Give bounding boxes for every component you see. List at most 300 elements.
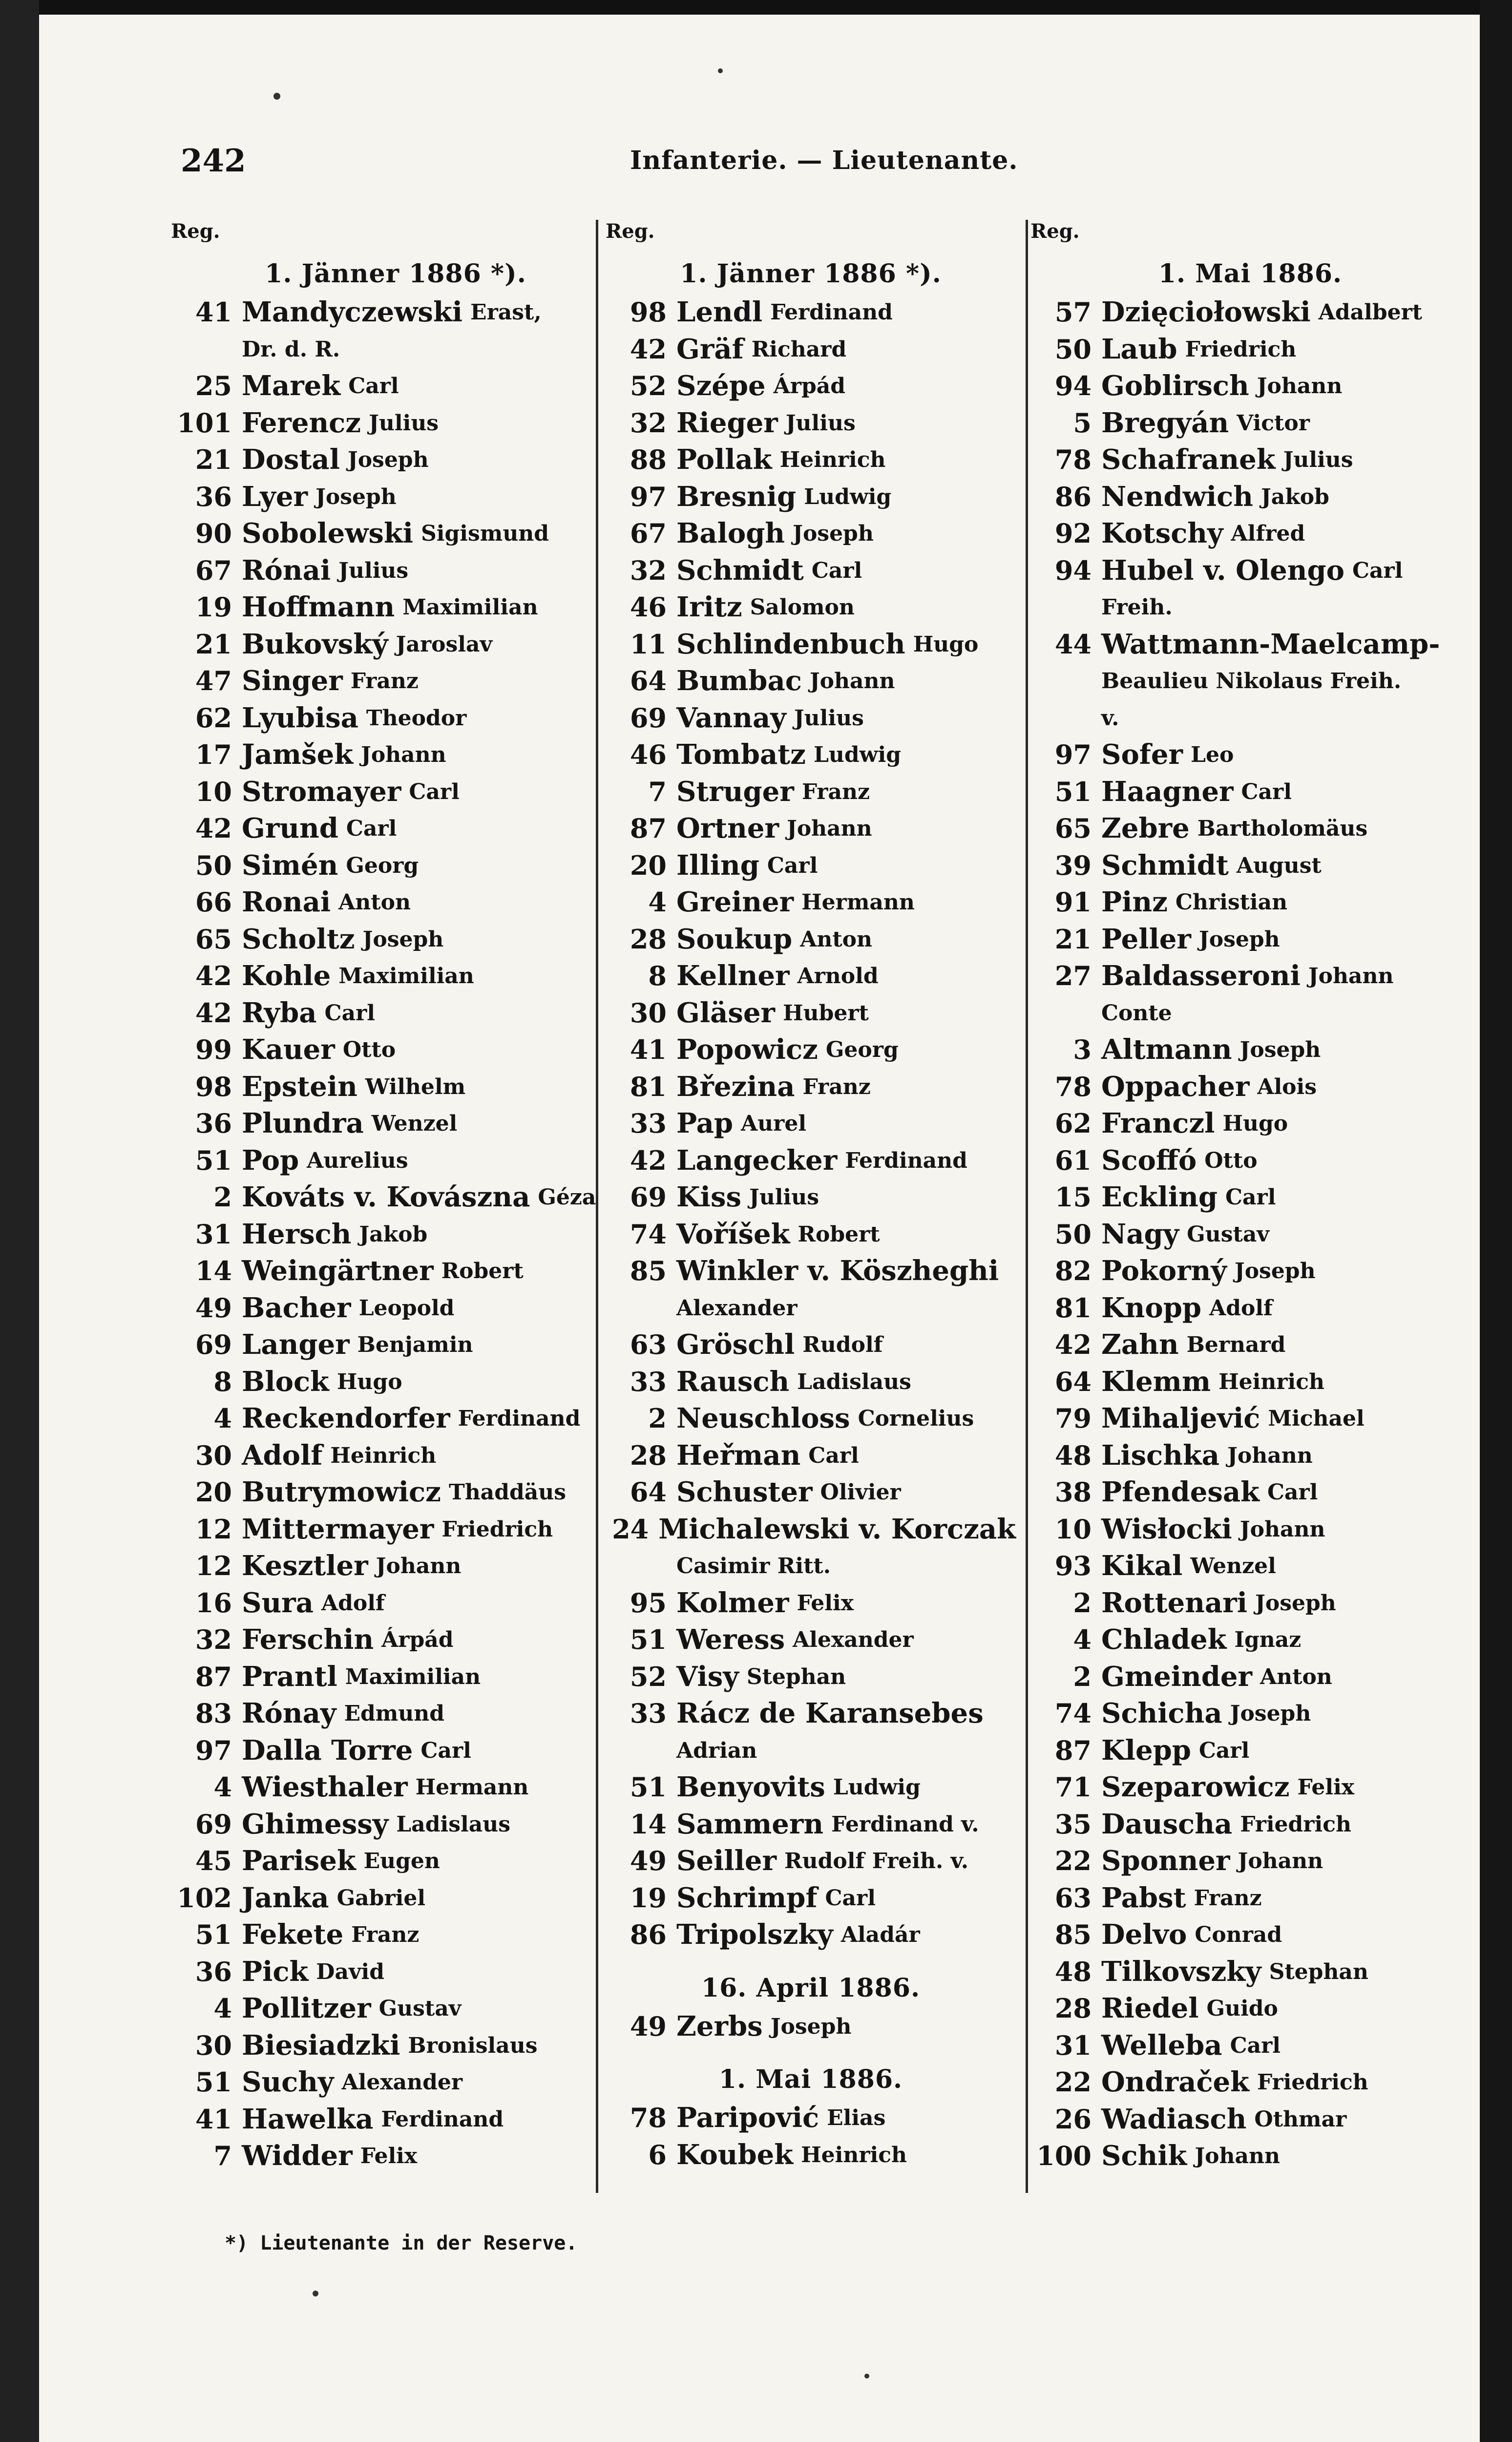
regiment-number: 31 [1054, 2029, 1092, 2061]
given-name: Felix [360, 2144, 418, 2168]
officer-entry [606, 737, 1016, 774]
regiment-number: 86 [1054, 481, 1092, 512]
officer-entry [1030, 2138, 1470, 2175]
officer-entry [606, 331, 1016, 368]
surname: Klepp [1101, 1734, 1191, 1767]
surname: Gmeinder [1101, 1660, 1252, 1693]
book-page [39, 15, 1480, 2442]
regiment-number: 51 [1054, 776, 1092, 807]
given-name: Guido [1206, 1996, 1278, 2021]
surname: Dauscha [1101, 1808, 1233, 1840]
officer-entry [171, 958, 620, 995]
surname: Hersch [242, 1218, 352, 1250]
surname: Welleba [1101, 2029, 1222, 2062]
given-name: Johann [1257, 374, 1343, 399]
surname: Delvo [1101, 1918, 1187, 1951]
given-name: Robert [441, 1259, 524, 1284]
surname: Kauer [242, 1033, 335, 1066]
officer-entry [606, 884, 1016, 921]
surname: Paripović [676, 2102, 819, 2134]
officer-entry [171, 626, 620, 663]
regiment-number: 42 [1054, 1329, 1092, 1360]
given-name: Victor [1237, 410, 1310, 436]
given-name: Aurelius [307, 1148, 408, 1173]
regiment-number: 24 [612, 1513, 649, 1545]
given-name: Johann [1308, 964, 1394, 989]
surname: Eckling [1101, 1181, 1218, 1213]
given-name: Heinrich [330, 1443, 437, 1468]
surname: Heřman [676, 1439, 801, 1472]
regiment-number: 51 [630, 1771, 667, 1803]
surname: Schrimpf [676, 1881, 818, 1914]
given-name: Jaroslav [396, 632, 493, 657]
regiment-number: 71 [1054, 1771, 1092, 1803]
officer-entry [1030, 1290, 1470, 1327]
regiment-number: 30 [195, 2029, 232, 2061]
surname: Koubek [676, 2138, 794, 2171]
surname: Pfendesak [1101, 1476, 1260, 1508]
given-name: Alfred [1231, 521, 1305, 546]
surname: Altmann [1101, 1033, 1232, 1066]
regiment-number: 50 [195, 849, 232, 881]
given-name: Johann [1227, 1443, 1313, 1468]
given-name: Carl [808, 1443, 859, 1468]
surname: Suchy [242, 2066, 334, 2098]
surname: Seiller [676, 1845, 777, 1877]
given-name: Franz [1194, 1885, 1262, 1911]
officer-entry [171, 1032, 620, 1069]
officer-entry [606, 626, 1016, 663]
regiment-number: 69 [195, 1329, 232, 1360]
regiment-number: 16 [195, 1587, 232, 1619]
officer-entry [171, 1732, 620, 1769]
surname: Knopp [1101, 1291, 1202, 1324]
officer-entry [1030, 1105, 1470, 1142]
officer-entry [1030, 1216, 1470, 1253]
date-heading: 1. Jänner 1886 *). [265, 259, 526, 289]
regiment-number: 100 [1036, 2140, 1092, 2171]
officer-entry [171, 2138, 620, 2175]
regiment-number: 2 [1073, 1661, 1092, 1692]
officer-entry [1030, 515, 1470, 552]
regiment-number: 19 [630, 1882, 667, 1914]
given-name: Leopold [358, 1295, 455, 1321]
regiment-number: 32 [630, 554, 667, 586]
surname: Kiss [676, 1181, 741, 1213]
given-name: Edmund [344, 1701, 445, 1726]
given-name: Hermann [415, 1775, 529, 1800]
surname: Wisłocki [1101, 1513, 1232, 1545]
scan-border-left [0, 0, 39, 2442]
officer-entry [1030, 1990, 1470, 2027]
officer-entry [171, 2101, 620, 2138]
surname: Schlindenbuch [676, 628, 905, 660]
officer-entry [171, 1916, 620, 1954]
officer-entry [606, 1806, 1016, 1843]
given-name: Ludwig [804, 484, 892, 509]
given-name: Ladislaus [396, 1811, 510, 1837]
officer-entry [171, 1179, 620, 1216]
regiment-number: 12 [195, 1550, 232, 1581]
regiment-number: 50 [1054, 1218, 1092, 1250]
officer-entry [1030, 1326, 1470, 1364]
given-name: Aladár [840, 1922, 920, 1947]
surname: Hubel v. Olengo [1101, 554, 1344, 587]
officer-entry [1030, 1806, 1470, 1843]
regiment-number: 51 [195, 1144, 232, 1176]
regiment-number: 64 [630, 1476, 667, 1508]
officer-entry [171, 479, 620, 516]
officer-entry [606, 1511, 1016, 1548]
regiment-number: 28 [630, 1439, 667, 1471]
officer-entry [1030, 2027, 1470, 2064]
officer-entry [1030, 1843, 1470, 1880]
given-name: Adolf [321, 1590, 385, 1616]
officer-entry [171, 515, 620, 552]
officer-entry [171, 1364, 620, 1401]
officer-entry [171, 442, 620, 479]
surname: Pokorný [1101, 1255, 1227, 1287]
officer-entry [1030, 1585, 1470, 1622]
surname: Lyubisa [242, 701, 358, 734]
surname: Szépe [676, 370, 766, 402]
officer-entry [1030, 2101, 1470, 2138]
officer-entry [1030, 1695, 1470, 1732]
officer-entry [171, 1695, 620, 1732]
officer-entry [606, 774, 1016, 811]
given-name: Ferdinand v. [831, 1811, 979, 1837]
regiment-number: 51 [630, 1624, 667, 1655]
regiment-number: 26 [1054, 2103, 1092, 2135]
surname: Sura [242, 1586, 314, 1619]
surname: Parisek [242, 1845, 356, 1877]
officer-entry [1030, 1032, 1470, 1069]
officer-entry [1030, 1437, 1470, 1474]
regiment-number: 98 [195, 1071, 232, 1102]
officer-entry [171, 589, 620, 626]
surname: Bukovský [242, 628, 388, 660]
regiment-number: 7 [648, 776, 667, 807]
given-name: Joseph [1239, 1037, 1321, 1062]
column-divider [596, 220, 598, 2193]
regiment-number: 42 [195, 997, 232, 1029]
surname: Sammern [676, 1808, 824, 1840]
officer-entry [606, 589, 1016, 626]
scan-border-right [1480, 0, 1512, 2442]
given-name: Michael [1268, 1406, 1365, 1431]
surname: Sobolewski [242, 517, 414, 549]
date-heading: 1. Jänner 1886 *). [680, 259, 942, 289]
given-name: Joseph [770, 2014, 852, 2039]
officer-entry [606, 2137, 1016, 2174]
given-name: Rudolf Freih. v. [784, 1849, 969, 1874]
given-name: Julius [1283, 447, 1353, 472]
given-name: Olivier [820, 1480, 901, 1505]
regiment-number: 35 [1054, 1808, 1092, 1840]
officer-entry [171, 1142, 620, 1179]
surname: Mittermayer [242, 1513, 434, 1545]
given-name: Carl [767, 853, 818, 878]
officer-entry [171, 2027, 620, 2064]
given-name: Benjamin [357, 1332, 473, 1357]
officer-entry [1030, 1142, 1470, 1179]
officer-entry [606, 1253, 1016, 1290]
given-name: Otto [1204, 1148, 1258, 1173]
surname: Tombatz [676, 738, 806, 771]
officer-entry [171, 774, 620, 811]
surname: Schik [1101, 2140, 1187, 2172]
surname: Gläser [676, 996, 776, 1029]
officer-entry [1030, 1769, 1470, 1806]
surname: Block [242, 1365, 329, 1398]
officer-entry [606, 1326, 1016, 1364]
surname: Oppacher [1101, 1070, 1250, 1103]
regiment-number: 5 [1073, 407, 1092, 439]
given-name: Anton [1260, 1664, 1332, 1689]
surname: Ferencz [242, 406, 361, 439]
given-name: Julius [338, 558, 409, 583]
regiment-number: 33 [630, 1366, 667, 1397]
given-name: Carl [348, 374, 399, 399]
surname: Michalewski v. Korczak [658, 1513, 1016, 1545]
surname: Rausch [676, 1365, 790, 1398]
regiment-number: 39 [1054, 849, 1092, 881]
regiment-number: 36 [195, 1956, 232, 1987]
officer-entry [606, 1880, 1016, 1917]
regiment-number: 94 [1054, 370, 1092, 401]
surname: Gräf [676, 333, 744, 365]
officer-entry [171, 1437, 620, 1474]
regiment-number: 87 [630, 813, 667, 844]
given-name: Erast, [470, 300, 542, 325]
regiment-number: 33 [630, 1108, 667, 1139]
given-name: Ludwig [813, 742, 902, 767]
officer-entry [171, 2064, 620, 2101]
officer-entry [606, 405, 1016, 442]
surname: Rácz de Karansebes [676, 1697, 984, 1729]
surname: Pabst [1101, 1881, 1186, 1914]
column-2 [606, 220, 1016, 2208]
officer-entry [1030, 1400, 1470, 1437]
surname: Langer [242, 1328, 350, 1361]
column-3 [1030, 220, 1470, 2208]
regiment-number: 20 [630, 849, 667, 881]
surname: Kikal [1101, 1550, 1183, 1582]
officer-entry [606, 1437, 1016, 1474]
reg-column-label: Reg. [171, 220, 220, 243]
given-name: Géza [538, 1185, 596, 1210]
officer-entry [606, 552, 1016, 589]
regiment-number: 38 [1054, 1476, 1092, 1508]
officer-entry [606, 442, 1016, 479]
given-name: Joseph [1230, 1701, 1311, 1726]
given-name: Wenzel [371, 1111, 458, 1136]
given-name: Theodor [366, 705, 467, 731]
officer-entry [1030, 479, 1470, 516]
regiment-number: 78 [1054, 444, 1092, 475]
entry-continuation: Beaulieu Nikolaus Freih. [1101, 669, 1402, 694]
scan-speck [313, 2291, 318, 2296]
officer-entry [171, 995, 620, 1032]
surname: Tilkovszky [1101, 1955, 1261, 1988]
given-name: David [316, 1959, 384, 1984]
given-name: Gustav [378, 1996, 462, 2021]
officer-entry [171, 405, 620, 442]
regiment-number: 17 [195, 739, 232, 770]
surname: Kolmer [676, 1586, 789, 1619]
regiment-number: 21 [1054, 923, 1092, 955]
reg-column-label: Reg. [606, 220, 655, 243]
regiment-number: 94 [1054, 554, 1092, 586]
regiment-number: 62 [195, 702, 232, 734]
surname: Mandyczewski [242, 296, 463, 328]
officer-entry [171, 294, 620, 331]
surname: Klemm [1101, 1365, 1211, 1398]
given-name: Julius [785, 410, 856, 436]
surname: Illing [676, 849, 759, 882]
surname: Szeparowicz [1101, 1771, 1290, 1803]
given-name: Alois [1257, 1074, 1317, 1099]
officer-entry [1030, 294, 1470, 331]
given-name: Eugen [363, 1849, 440, 1874]
regiment-number: 8 [213, 1366, 232, 1397]
surname: Plundra [242, 1107, 364, 1139]
officer-entry [1030, 552, 1470, 589]
regiment-number: 41 [630, 1034, 667, 1065]
date-heading: 16. April 1886. [701, 1973, 921, 2003]
given-name: Wilhelm [365, 1074, 466, 1099]
officer-entry [171, 368, 620, 405]
surname: Zebre [1101, 812, 1190, 844]
given-name: Hugo [336, 1369, 402, 1394]
surname: Schicha [1101, 1697, 1222, 1729]
officer-entry [606, 1695, 1016, 1732]
regiment-number: 22 [1054, 1845, 1092, 1876]
surname: Greiner [676, 886, 794, 918]
regiment-number: 82 [1054, 1255, 1092, 1286]
officer-entry [1030, 1364, 1470, 1401]
officer-entry [606, 663, 1016, 700]
officer-entry [171, 1400, 620, 1437]
regiment-number: 49 [195, 1292, 232, 1324]
regiment-number: 63 [1054, 1882, 1092, 1914]
officer-entry [171, 1474, 620, 1511]
given-name: Joseph [1255, 1590, 1336, 1616]
given-name: Jakob [1260, 484, 1329, 509]
officer-entry [171, 1548, 620, 1585]
officer-entry [606, 515, 1016, 552]
surname: Hoffmann [242, 591, 395, 623]
given-name: Johann [376, 1554, 462, 1579]
officer-entry [1030, 1474, 1470, 1511]
surname: Pop [242, 1144, 299, 1177]
regiment-number: 4 [213, 1993, 232, 2024]
surname: Epstein [242, 1070, 357, 1103]
given-name: Carl [409, 779, 460, 804]
given-name: Bronislaus [408, 2033, 538, 2058]
officer-entry [1030, 368, 1470, 405]
given-name: Heinrich [779, 447, 886, 472]
given-name: Árpád [773, 374, 846, 399]
regiment-number: 7 [213, 2140, 232, 2171]
regiment-number: 21 [195, 628, 232, 660]
given-name: Aurel [741, 1111, 807, 1136]
officer-entry [606, 847, 1016, 884]
regiment-number: 44 [1054, 628, 1092, 660]
regiment-number: 85 [1054, 1919, 1092, 1950]
given-name: August [1236, 853, 1322, 878]
regiment-number: 31 [195, 1218, 232, 1250]
officer-entry [606, 1621, 1016, 1659]
regiment-number: 74 [630, 1218, 667, 1250]
given-name: Thaddäus [448, 1480, 566, 1505]
surname: Schuster [676, 1476, 813, 1508]
regiment-number: 28 [630, 923, 667, 955]
given-name: Carl [324, 1000, 375, 1026]
given-name: Stephan [1269, 1959, 1368, 1984]
surname: Biesiadzki [242, 2029, 400, 2062]
given-name: Julius [749, 1185, 819, 1210]
officer-entry [606, 1474, 1016, 1511]
surname: Bregyán [1101, 406, 1229, 439]
regiment-number: 78 [630, 2102, 667, 2133]
given-name: Joseph [347, 447, 429, 472]
officer-entry [606, 995, 1016, 1032]
surname: Lendl [676, 296, 763, 328]
given-name: Carl [811, 558, 862, 583]
given-name: Georg [346, 853, 419, 878]
given-name: Johann [1195, 2144, 1280, 2168]
officer-entry [1030, 1179, 1470, 1216]
surname: Ferschin [242, 1623, 374, 1656]
regiment-number: 32 [630, 407, 667, 439]
regiment-number: 51 [195, 1919, 232, 1950]
regiment-number: 93 [1054, 1550, 1092, 1581]
given-name: Joseph [315, 484, 397, 509]
given-name: Hubert [783, 1000, 869, 1026]
officer-entry [171, 1954, 620, 1991]
regiment-number: 65 [195, 923, 232, 955]
surname: Zahn [1101, 1328, 1179, 1361]
given-name: Hugo [1222, 1111, 1288, 1136]
surname: Pinz [1101, 886, 1168, 918]
scan-speck [273, 93, 280, 100]
officer-entry [1030, 1954, 1470, 1991]
surname: Winkler v. Köszheghi [676, 1255, 999, 1287]
surname: Simén [242, 849, 338, 882]
given-name: Bernard [1186, 1332, 1286, 1357]
regiment-number: 69 [630, 702, 667, 734]
officer-entry [1030, 405, 1470, 442]
surname: Langecker [676, 1144, 838, 1177]
given-name: Carl [1198, 1738, 1250, 1763]
column-divider [1026, 220, 1028, 2193]
officer-entry [606, 1916, 1016, 1954]
surname: Ortner [676, 812, 779, 844]
officer-entry [606, 368, 1016, 405]
officer-entry [606, 1364, 1016, 1401]
surname: Lischka [1101, 1439, 1220, 1472]
given-name: Gustav [1187, 1221, 1269, 1247]
surname: Wattmann-Maelcamp- [1101, 628, 1440, 660]
surname: Dostal [242, 443, 340, 476]
given-name: Robert [798, 1221, 880, 1247]
regiment-number: 90 [195, 518, 232, 549]
given-name: Elias [827, 2105, 886, 2130]
officer-entry [1030, 1659, 1470, 1696]
regiment-number: 95 [630, 1587, 667, 1619]
regiment-number: 20 [195, 1476, 232, 1508]
